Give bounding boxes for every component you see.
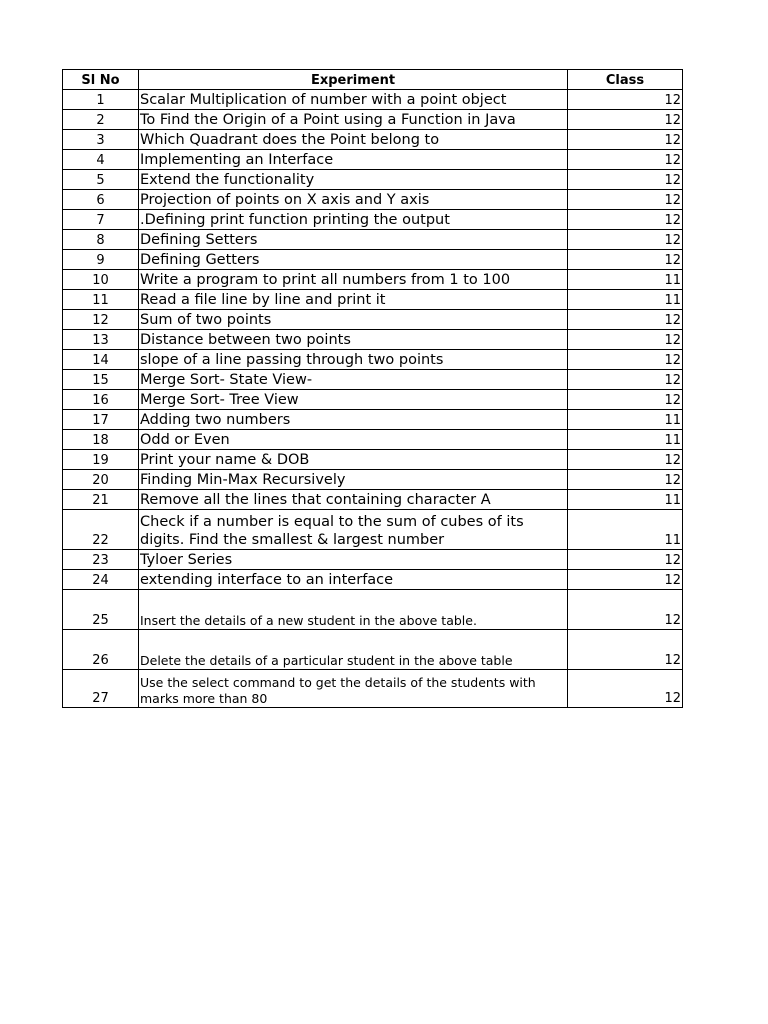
cell-class: 12: [568, 90, 683, 110]
cell-experiment: Merge Sort- Tree View: [139, 390, 568, 410]
cell-experiment: Defining Setters: [139, 230, 568, 250]
cell-class: 11: [568, 490, 683, 510]
cell-sl-no: 18: [63, 430, 139, 450]
cell-sl-no: 10: [63, 270, 139, 290]
cell-experiment: Extend the functionality: [139, 170, 568, 190]
cell-sl-no: 20: [63, 470, 139, 490]
cell-sl-no: 17: [63, 410, 139, 430]
cell-class: 12: [568, 450, 683, 470]
cell-class: 12: [568, 590, 683, 630]
table-row: [63, 190, 683, 210]
cell-experiment: Which Quadrant does the Point belong to: [139, 130, 568, 150]
cell-experiment: Sum of two points: [139, 310, 568, 330]
header-class: Class: [568, 70, 683, 90]
table-row: [63, 550, 683, 570]
cell-class: 11: [568, 270, 683, 290]
cell-experiment: Read a file line by line and print it: [139, 290, 568, 310]
cell-sl-no: 21: [63, 490, 139, 510]
cell-class: 12: [568, 350, 683, 370]
table-row: [63, 390, 683, 410]
cell-sl-no: 24: [63, 570, 139, 590]
cell-class: 12: [568, 130, 683, 150]
cell-sl-no: 23: [63, 550, 139, 570]
table-row: [63, 490, 683, 510]
table-body: [63, 90, 683, 708]
cell-class: 12: [568, 250, 683, 270]
cell-sl-no: 4: [63, 150, 139, 170]
table-row: [63, 430, 683, 450]
table-row: [63, 130, 683, 150]
table-row: [63, 510, 683, 550]
cell-class: 11: [568, 510, 683, 550]
table-row: [63, 670, 683, 708]
table-row: [63, 310, 683, 330]
cell-class: 12: [568, 170, 683, 190]
cell-class: 11: [568, 290, 683, 310]
table-row: [63, 570, 683, 590]
cell-class: 12: [568, 470, 683, 490]
cell-experiment: Tyloer Series: [139, 550, 568, 570]
cell-experiment: Merge Sort- State View-: [139, 370, 568, 390]
table-row: [63, 290, 683, 310]
cell-class: 12: [568, 390, 683, 410]
cell-sl-no: 7: [63, 210, 139, 230]
cell-sl-no: 11: [63, 290, 139, 310]
table-row: [63, 150, 683, 170]
cell-experiment: Delete the details of a particular student in the above table: [139, 630, 568, 670]
cell-sl-no: 13: [63, 330, 139, 350]
cell-class: 12: [568, 550, 683, 570]
header-sl-no: Sl No: [63, 70, 139, 90]
table-row: [63, 230, 683, 250]
cell-sl-no: 1: [63, 90, 139, 110]
cell-class: 12: [568, 110, 683, 130]
cell-sl-no: 12: [63, 310, 139, 330]
cell-sl-no: 6: [63, 190, 139, 210]
cell-sl-no: 25: [63, 590, 139, 630]
cell-experiment: To Find the Origin of a Point using a Function in Java: [139, 110, 568, 130]
cell-experiment: Scalar Multiplication of number with a point object: [139, 90, 568, 110]
cell-experiment: Insert the details of a new student in the above table.: [139, 590, 568, 630]
cell-experiment: Print your name & DOB: [139, 450, 568, 470]
cell-sl-no: 5: [63, 170, 139, 190]
cell-class: 12: [568, 330, 683, 350]
cell-experiment: slope of a line passing through two points: [139, 350, 568, 370]
cell-class: 11: [568, 410, 683, 430]
cell-sl-no: 19: [63, 450, 139, 470]
cell-sl-no: 8: [63, 230, 139, 250]
cell-experiment: Remove all the lines that containing character A: [139, 490, 568, 510]
table-row: [63, 590, 683, 630]
cell-sl-no: 22: [63, 510, 139, 550]
cell-experiment: Finding Min-Max Recursively: [139, 470, 568, 490]
cell-experiment: .Defining print function printing the output: [139, 210, 568, 230]
cell-class: 11: [568, 430, 683, 450]
cell-sl-no: 15: [63, 370, 139, 390]
cell-class: 12: [568, 210, 683, 230]
cell-experiment: Distance between two points: [139, 330, 568, 350]
cell-experiment: extending interface to an interface: [139, 570, 568, 590]
cell-class: 12: [568, 370, 683, 390]
cell-sl-no: 2: [63, 110, 139, 130]
header-row: [63, 70, 683, 90]
cell-sl-no: 3: [63, 130, 139, 150]
table-row: [63, 350, 683, 370]
table-row: [63, 270, 683, 290]
cell-experiment: Projection of points on X axis and Y axis: [139, 190, 568, 210]
cell-experiment: Use the select command to get the details of the students with marks more than 80: [139, 670, 568, 708]
cell-class: 12: [568, 570, 683, 590]
header-experiment: Experiment: [139, 70, 568, 90]
experiments-table: [62, 69, 683, 708]
cell-sl-no: 14: [63, 350, 139, 370]
cell-sl-no: 27: [63, 670, 139, 708]
cell-class: 12: [568, 670, 683, 708]
table-row: [63, 370, 683, 390]
cell-experiment: Check if a number is equal to the sum of cubes of its digits. Find the smallest & largest number: [139, 510, 568, 550]
table-row: [63, 110, 683, 130]
cell-class: 12: [568, 150, 683, 170]
cell-experiment: Adding two numbers: [139, 410, 568, 430]
cell-class: 12: [568, 190, 683, 210]
table-row: [63, 330, 683, 350]
cell-experiment: Defining Getters: [139, 250, 568, 270]
table-row: [63, 410, 683, 430]
table-row: [63, 450, 683, 470]
cell-class: 12: [568, 630, 683, 670]
cell-experiment: Implementing an Interface: [139, 150, 568, 170]
table-row: [63, 170, 683, 190]
table-row: [63, 90, 683, 110]
cell-experiment: Odd or Even: [139, 430, 568, 450]
table-row: [63, 210, 683, 230]
cell-experiment: Write a program to print all numbers from 1 to 100: [139, 270, 568, 290]
cell-sl-no: 16: [63, 390, 139, 410]
cell-class: 12: [568, 310, 683, 330]
cell-sl-no: 9: [63, 250, 139, 270]
table-row: [63, 470, 683, 490]
table-row: [63, 250, 683, 270]
table-row: [63, 630, 683, 670]
cell-sl-no: 26: [63, 630, 139, 670]
cell-class: 12: [568, 230, 683, 250]
